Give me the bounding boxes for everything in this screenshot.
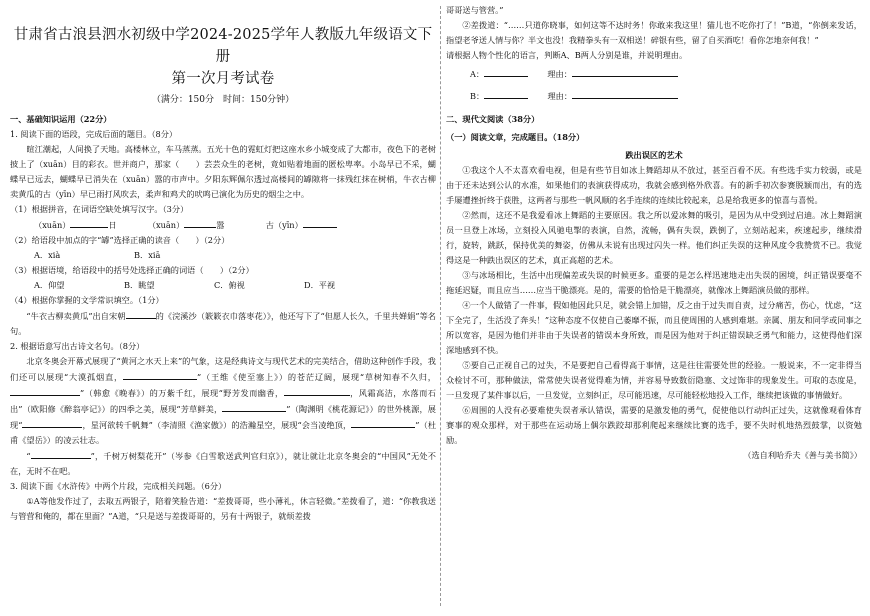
q1-4-text-part2: 的《浣溪沙（簌簌衣巾落枣花）》，他还写下了“但愿人长久，千里共婵娟”等名句。	[10, 311, 436, 336]
section-1-heading: 一、基础知识运用（22分）	[10, 114, 112, 124]
poem-blank-5[interactable]	[22, 417, 82, 428]
article-para-1: ①我这个人不太喜欢看电视，但是有些节目如冰上舞蹈却从不放过，甚至百看不厌。有些选手实力较弱，或是由于还未达到公认的水准，如果他们的表演获得成功，我就会感到格外欣喜。有的新手初次参赛脱颖而出，有的选手屡遭挫折终于获胜，这两者与那些一帆风顺的名手连续的连续比较起来，总是给我更多的惊喜与喜悦。	[446, 165, 862, 205]
answer-b-label: B：	[470, 91, 485, 101]
q2-stem: 2. 根据语意写出古诗文名句。（8分）	[10, 341, 145, 351]
answer-b-blank[interactable]	[484, 88, 528, 99]
answer-blank-3[interactable]	[303, 217, 337, 228]
q1-passage: 暄江潮起，人间换了天地。高楼林立，车马蒸蒸。五光十色的霓虹灯把这座水乡小城变成了大都市，夜色下的老树披上了（xuān）目的彩衣。世并商户，那家（ ）芸芸众生的老树，竟如贴着地面的匿松卑率。小岛早已不采，蝴蝶早已远去，蝴蝶早已消失在（xuān）嚣的市声中。夕阳东辉佩尔透过高楼间的罅隙将一抹残红抹在树梢，牛衣古柳卖黄瓜的古（yīn）早已雨打风吹去，柔声和鸡犬的吠鸣已演化为历史的烟尘之中。	[10, 144, 436, 199]
pinyin-3: 古（yīn）	[265, 220, 303, 230]
article-source: （选自利哈乔夫《善与美书简》）	[743, 450, 862, 460]
q3-answer-a	[446, 66, 862, 82]
q1-1-stem: （1）根据拼音，在词语空缺处填写汉字。（3分）	[10, 204, 189, 214]
page-subtitle: 第一次月考试卷	[171, 71, 275, 87]
left-column	[10, 0, 436, 524]
reason-a-label: 理由：	[547, 69, 572, 79]
q2-part4: ，风霜高洁，水落而石出”（欧阳修《醉翁亭记》）的四季之美，展现“芳草鲜美，	[10, 388, 436, 414]
poem-blank-1[interactable]	[123, 369, 197, 380]
section-2-heading: 二、现代文阅读（38分）	[446, 114, 540, 124]
reason-b-blank[interactable]	[572, 88, 678, 99]
page-title: 甘肃省古浪县泗水初级中学2024-2025学年人教版九年级语文下册	[13, 27, 433, 65]
q3-passage-2: ②差拨道：“……只道你晓事，如何这等不达时务！你敢来我这里！猫儿也不吃你打了！”B道，“你倒来发话，指望老爷送人情与你？半文也没！我精拳头有一双相送！碎银有些，留了自买酒吃！看你怎地奈何我！”	[446, 20, 862, 45]
q1-1-answers	[10, 217, 436, 233]
q1-stem: 1. 阅读下面的语段，完成后面的题目。（8分）	[10, 129, 178, 139]
q2-passage-end: “ ”，千树万树梨花开”（岑参《白雪歌送武判官归京》），就让就让北京冬奥会的“中国风”无处不在，无时不在吧。	[10, 448, 436, 479]
q2-part1: 北京冬奥会开幕式展现了“黄河之水天上来”的气象，这是经典诗文与现代艺术的完美结合，借助这种创作手段，我们还可以展现“大漠孤烟直，	[10, 356, 436, 382]
pinyin-1: （xuān）	[34, 220, 71, 230]
q3-answer-b	[446, 88, 862, 104]
q3-stem: 3. 阅读下面《水浒传》中两个片段，完成相关问题。（6分）	[10, 481, 227, 491]
q2-passage	[10, 354, 436, 448]
q1-4-stem: （4）根据你掌握的文学常识填空。（1分）	[10, 295, 164, 305]
poem-blank-6[interactable]	[351, 417, 415, 428]
subsection-1-heading: （一）阅读文章，完成题目。（18分）	[446, 132, 585, 142]
article-para-4: ④一个人做错了一件事，假如他因此只足，就会错上加错，反之由于过失而自责，过分痛苦，伤心，忧虑，“这下全完了，生活没了奔头！”这种态度不仅使自己萎靡不振，而且使周围的人感到难堪。亲属、朋友和同学或同事之所以宽容，是因为他们并非由于失误者的错误本身所致，而是因为他对于纠正错误缺乏勇气和能力，这使得他们深深地感到不快。	[446, 300, 862, 355]
pinyin-2: （xuān）	[147, 220, 185, 230]
reason-a-blank[interactable]	[572, 66, 678, 77]
q3-passage-1: ①A等他发作过了，去取五两银子，陪着笑脸告道：“差拨哥哥，些小薄礼，休言轻微。”差拨看了，道：“你教我送与管营和俺的，都在里面？”A道，“只是送与差拨哥哥的，另有十两银子，就烦差拨	[10, 496, 436, 521]
poem-blank-7[interactable]	[31, 448, 91, 459]
q2-part2: ”（王维《使至塞上》）的苍茫辽阔，展现“草树知春不久归，	[196, 372, 436, 382]
q1-3-options	[10, 278, 394, 293]
suffix-1: 日	[108, 220, 117, 230]
q1-3-stem: （3）根据语境，给语段中的括号处选择正确的词语（ ）（2分）	[10, 265, 254, 275]
right-column	[446, 0, 862, 463]
option-b[interactable]: B．眺望	[124, 280, 155, 290]
q2-part8: ”，千树万树梨花开”（岑参《白雪歌送武判官归京》），就让就让北京冬奥会的“中国风”无处不在，无时不在吧。	[10, 451, 436, 476]
q3-passage-1-cont: 哥哥送与管营。”	[446, 5, 504, 15]
reason-b-label: 理由：	[547, 91, 573, 101]
answer-blank-author[interactable]	[126, 308, 156, 319]
article-para-3: ③与冰场相比，生活中出现偏差或失误的时候更多。重要的是怎么样迅速地走出失误的困境，纠正错误要毫不拖延迟疑，而且应当……应当干脆漂亮。是的，需要的恰恰是干脆漂亮，就像冰上舞蹈演员做的那样。	[446, 270, 862, 295]
answer-blank-2[interactable]	[184, 217, 216, 228]
column-divider	[440, 6, 441, 606]
article-para-5: ⑤要自己正视自己的过失，不是要把自己看得高于事情，这是往往需要处世的经验。一般说来，不一定非得当众检讨不可，那种做法，常常使失误者觉得难为情，并容易导致数衍隐塞、文过饰非的现象发生。可取的态度是，一旦发现了某件事以后，一旦发觉，立刻纠正，尽可能迅速，尽可能轻松地投入工作，继续把该做的事情做好。	[446, 360, 862, 400]
article-title: 跌出误区的艺术	[625, 150, 683, 160]
q1-2-options	[10, 248, 234, 263]
suffix-2: 嚣	[216, 220, 225, 230]
q1-2-stem: （2）给语段中加点的字“罅”选择正确的读音（ ）（2分）	[10, 235, 230, 245]
q1-4-text	[10, 308, 436, 339]
answer-a-label: A：	[470, 69, 485, 79]
q3-question: 请根据人物个性化的语言，判断A、B两人分别是谁，并说明理由。	[446, 50, 688, 60]
q1-4-text-part1: “牛衣古柳卖黄瓜”出自宋朝	[26, 311, 126, 321]
poem-blank-4[interactable]	[222, 401, 286, 412]
article-para-2: ②然而，这还不是我爱看冰上舞蹈的主要原因。我之所以爱冰舞的吸引，是因为从中受到过启迪。冰上舞蹈演员一旦登上冰场，立刻投入风驰电掣的表演，自然，流畅，偶有失误，跌倒了，立刻站起来，疾速起步，继续滑行，旋转，跳跃，保持优美的舞姿，仿佛从未说有出现过闪失一样。他们纠正失误的这种风度令我赞赏不已。我觉得这是一种跌出误区的艺术，真正高超的艺术。	[446, 210, 862, 265]
q2-part3: ”（韩愈《晚春》）的万紫千红，展现“野芳发而幽香，	[80, 388, 284, 398]
poem-blank-3[interactable]	[284, 385, 350, 396]
answer-a-blank[interactable]	[484, 66, 528, 77]
article-para-6: ⑥周围的人没有必要难使失误者承认错误，需要的是激发他的勇气，促使他以行动纠正过失，这就像观看体育赛事的观众那样，对于那些在运动场上偶尔跌跤却那利爬起来继续比赛的选手，要不失时机地热烈鼓掌，以资勉励。	[446, 405, 862, 445]
poem-blank-2[interactable]	[10, 385, 80, 396]
option-a[interactable]: A．xià	[34, 250, 61, 260]
option-b[interactable]: B．xiā	[134, 250, 161, 260]
q2-part6: ，星河欲转千帆舞”（李清照《渔家傲》）的浩瀚星空，展现“会当凌绝顶，	[82, 420, 352, 430]
exam-meta: （满分：150分 时间：150分钟）	[151, 95, 295, 105]
option-c[interactable]: C．俯视	[214, 280, 245, 290]
q2-part5: ”（陶渊明《桃花源记》）的世外桃源，展现“	[10, 404, 436, 430]
option-d[interactable]: D．平视	[304, 280, 336, 290]
q2-part7: ”（杜甫《望岳》）的凌云壮志。	[10, 420, 437, 445]
option-a[interactable]: A．仰望	[34, 280, 65, 290]
answer-blank-1[interactable]	[70, 217, 108, 228]
